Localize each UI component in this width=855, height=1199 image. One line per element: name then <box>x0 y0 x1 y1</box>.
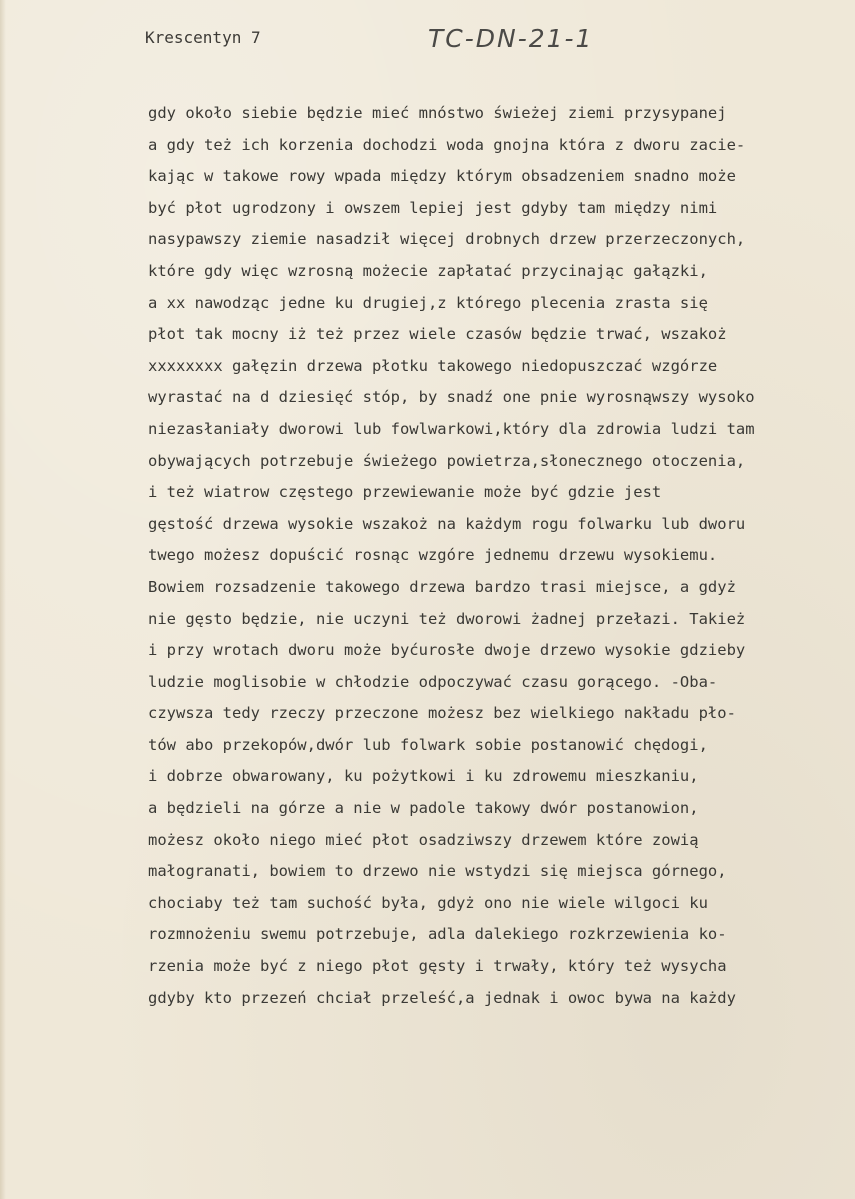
text-line: chociaby też tam suchość była, gdyż ono nie wiele wilgoci ku <box>148 893 708 912</box>
text-line: które gdy więc wzrosną możecie zapłatać przycinając gałązki, <box>148 261 708 280</box>
text-line: Bowiem rozsadzenie takowego drzewa bardzo trasi miejsce, a gdyż <box>148 577 736 596</box>
text-line: ludzie moglisobie w chłodzie odpoczywać czasu gorącego. -Oba- <box>148 672 718 691</box>
typed-text-body <box>148 98 838 1014</box>
text-line: a będzieli na górze a nie w padole takowy dwór postanowion, <box>148 799 699 818</box>
text-line: a gdy też ich korzenia dochodzi woda gnojna która z dworu zacie- <box>148 135 746 154</box>
text-line: niezasłaniały dworowi lub fowlwarkowi,który dla zdrowia ludzi tam <box>148 419 755 438</box>
text-line: rzenia może być z niego płot gęsty i trwały, który też wysycha <box>148 957 727 976</box>
text-line: nie gęsto będzie, nie uczyni też dworowi żadnej przełazi. Takież <box>148 609 746 628</box>
text-line: i dobrze obwarowany, ku pożytkowi i ku zdrowemu mieszkaniu, <box>148 767 699 786</box>
text-line: kając w takowe rowy wpada między którym obsadzeniem snadno może <box>148 167 736 186</box>
text-line: obywających potrzebuje świeżego powietrza,słonecznego otoczenia, <box>148 451 746 470</box>
text-line: wyrastać na d dziesięć stóp, by snadź one pnie wyrosnąwszy wysoko <box>148 388 755 407</box>
text-line: możesz około niego mieć płot osadziwszy drzewem które zowią <box>148 830 699 849</box>
page-edge <box>0 0 6 1199</box>
document-title: Krescentyn 7 <box>145 28 261 47</box>
text-line: tów abo przekopów,dwór lub folwark sobie postanowić chędogi, <box>148 735 708 754</box>
text-line: rozmnożeniu swemu potrzebuje, adla dalekiego rozkrzewienia ko- <box>148 925 727 944</box>
text-line: gdy około siebie będzie mieć mnóstwo świeżej ziemi przysypanej <box>148 104 727 122</box>
text-line: i też wiatrow częstego przewiewanie może być gdzie jest <box>148 483 662 502</box>
text-line: a xx nawodząc jedne ku drugiej,z którego plecenia zrasta się <box>148 293 708 312</box>
archive-code: TC-DN-21-1 <box>428 24 594 53</box>
text-line: twego możesz dopuścić rosnąc wzgóre jednemu drzewu wysokiemu. <box>148 546 718 565</box>
text-line: gęstość drzewa wysokie wszakoż na każdym rogu folwarku lub dworu <box>148 514 746 533</box>
text-line: nasypawszy ziemie nasadził więcej drobnych drzew przerzeczonych, <box>148 230 746 249</box>
text-line: płot tak mocny iż też przez wiele czasów będzie trwać, wszakoż <box>148 325 727 344</box>
text-line: i przy wrotach dworu może byćurosłe dwoje drzewo wysokie gdzieby <box>148 641 746 660</box>
text-line: małogranati, bowiem to drzewo nie wstydzi się miejsca górnego, <box>148 862 727 881</box>
text-line: czywsza tedy rzeczy przeczone możesz bez wielkiego nakładu pło- <box>148 704 736 723</box>
text-line: być płot ugrodzony i owszem lepiej jest gdyby tam między nimi <box>148 198 718 217</box>
text-line: gdyby kto przezeń chciał przeleść,a jednak i owoc bywa na każdy <box>148 988 736 1007</box>
text-line: xxxxxxxx gałęzin drzewa płotku takowego niedopuszczać wzgórze <box>148 356 718 375</box>
